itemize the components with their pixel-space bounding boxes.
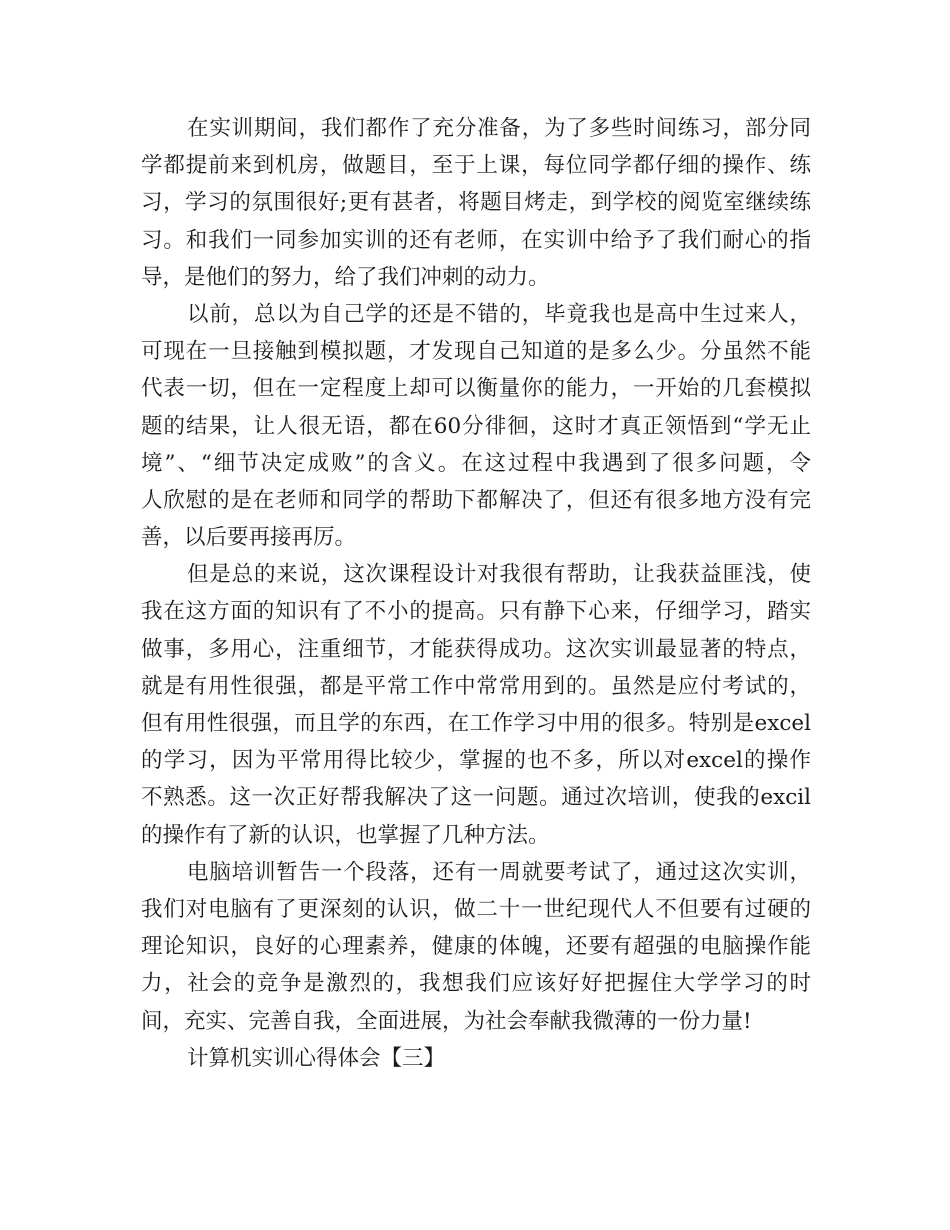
paragraph [141, 296, 811, 556]
paragraph-line: 学都提前来到机房，做题目，至于上课，每位同学都仔细的操作、练 [141, 153, 811, 179]
paragraph-line: 我们对电脑有了更深刻的认识，做二十一世纪现代人不但要有过硬的 [141, 896, 811, 922]
paragraph-line: 就是有用性很强，都是平常工作中常常用到的。虽然是应付考试的， [141, 673, 811, 699]
paragraph-line: 导，是他们的努力，给了我们冲刺的动力。 [141, 264, 550, 290]
paragraph-line: 善，以后要再接再厉。 [141, 525, 357, 551]
paragraph-line: 习。和我们一同参加实训的还有老师，在实训中给予了我们耐心的指 [141, 227, 811, 253]
paragraph-line: 在实训期间，我们都作了充分准备，为了多些时间练习，部分同 [187, 116, 811, 141]
paragraph [141, 854, 811, 1040]
paragraph [141, 1040, 811, 1077]
paragraph-line: 电脑培训暂告一个段落，还有一周就要考试了，通过这次实训， [187, 859, 811, 885]
paragraph-line: 人欣慰的是在老师和同学的帮助下都解决了，但还有很多地方没有完 [141, 487, 811, 513]
paragraph-line: 我在这方面的知识有了不小的提高。只有静下心来，仔细学习，踏实 [141, 599, 811, 625]
paragraph [141, 110, 811, 296]
paragraph-line: 力，社会的竞争是激烈的，我想我们应该好好把握住大学学习的时 [141, 971, 811, 997]
paragraph-line: 代表一切，但在一定程度上却可以衡量你的能力，一开始的几套模拟 [141, 376, 811, 402]
paragraph-line: 间，充实、完善自我，全面进展，为社会奉献我微薄的一份力量! [141, 1008, 752, 1034]
paragraph-line: 但是总的来说，这次课程设计对我很有帮助，让我获益匪浅，使 [187, 562, 811, 588]
paragraph-line: 不熟悉。这一次正好帮我解决了这一问题。通过次培训，使我的excil [141, 785, 811, 811]
paragraph-line: 计算机实训心得体会【三】 [187, 1045, 446, 1071]
paragraph-line: 但有用性很强，而且学的东西，在工作学习中用的很多。特别是excel [141, 711, 811, 736]
paragraph-line: 的学习，因为平常用得比较少，掌握的也不多，所以对excel的操作 [141, 748, 811, 774]
document-body [141, 110, 811, 1077]
paragraph-line: 习，学习的氛围很好;更有甚者，将题目烤走，到学校的阅览室继续练 [141, 190, 811, 216]
paragraph-line: 可现在一旦接触到模拟题，才发现自己知道的是多么少。分虽然不能 [141, 339, 811, 365]
paragraph-line: 做事，多用心，注重细节，才能获得成功。这次实训最显著的特点， [141, 636, 811, 662]
paragraph-line: 题的结果，让人很无语，都在60分徘徊，这时才真正领悟到“学无止 [141, 413, 811, 439]
paragraph-line: 理论知识，良好的心理素养，健康的体魄，还要有超强的电脑操作能 [141, 934, 811, 960]
paragraph-line: 以前，总以为自己学的还是不错的，毕竟我也是高中生过来人， [187, 301, 811, 327]
paragraph-line: 的操作有了新的认识，也掌握了几种方法。 [141, 822, 550, 848]
paragraph [141, 556, 811, 854]
paragraph-line: 境”、“细节决定成败”的含义。在这过程中我遇到了很多问题，令 [141, 450, 811, 476]
